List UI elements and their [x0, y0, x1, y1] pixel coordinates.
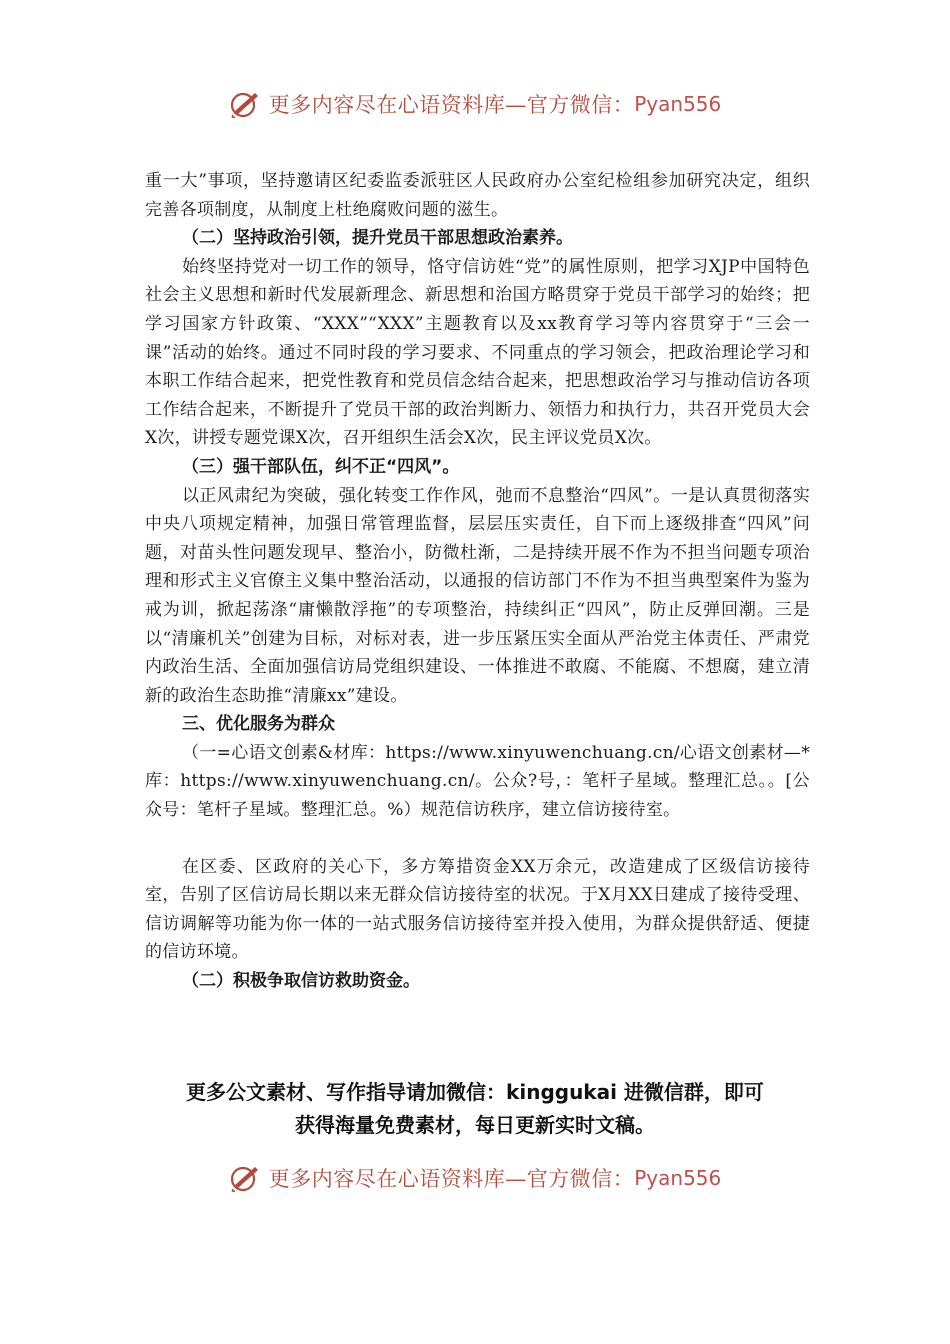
header-banner-wechat: Pyan556 — [634, 92, 722, 116]
paragraph-4: （一=心语文创素&材库：https://www.xinyuwenchuang.cn/心语文创素材—*库：https://www.xinyuwenchuang.cn/。公众?号，：笔杆子星域。整理汇总。。[公众号：笔杆子星域。整理汇总。%）规范信访秩序，建立信访接待室。 — [145, 742, 810, 821]
promo-block — [0, 1076, 950, 1142]
heading-section-3: （三）强干部队伍，纠不正“四风”。 — [182, 456, 460, 477]
pen-logo-icon — [229, 87, 263, 121]
pen-logo-icon — [229, 1161, 263, 1195]
document-body — [145, 167, 810, 996]
paragraph-2: 始终坚持党对一切工作的领导，恪守信访姓“党”的属性原则，把学习XJP中国特色社会主义思想和新时代发展新理念、新思想和治国方略贯穿于党员干部学习的始终；把学习国家方针政策、“XXX”“XXX”主题教育以及xx教育学习等内容贯穿于“三会一课”活动的始终。通过不同时段的学习要求、不同重点的学习领会，把政治理论学习和本职工作结合起来，把党性教育和党员信念结合起来，把思想政治学习与推动信访各项工作结合起来，不断提升了党员干部的政治判断力、领悟力和执行力，共召开党员大会X次，讲授专题党课X次，召开组织生活会X次，民主评议党员X次。 — [145, 256, 810, 449]
header-banner — [0, 84, 950, 124]
heading-part-3: 三、优化服务为群众 — [182, 714, 335, 735]
promo-line-2: 获得海量免费素材，每日更新实时文稿。 — [295, 1113, 655, 1137]
heading-subsection-2: （二）积极争取信访救助资金。 — [182, 971, 420, 992]
heading-section-2: （二）坚持政治引领，提升党员干部思想政治素养。 — [182, 228, 573, 249]
promo-line-1: 更多公文素材、写作指导请加微信：kinggukai 进微信群，即可 — [186, 1080, 764, 1104]
footer-banner — [0, 1158, 950, 1198]
paragraph-1: 重一大”事项，坚持邀请区纪委监委派驻区人民政府办公室纪检组参加研究决定，组织完善各项制度，从制度上杜绝腐败问题的滋生。 — [145, 171, 810, 220]
blank-line — [145, 825, 810, 853]
footer-banner-text: 更多内容尽在心语资料库—官方微信： — [268, 1167, 635, 1191]
paragraph-5: 在区委、区政府的关心下，多方筹措资金XX万余元，改造建成了区级信访接待室，告别了区信访局长期以来无群众信访接待室的状况。于X月XX日建成了接待受理、信访调解等功能为你一体的一站式服务信访接待室并投入使用，为群众提供舒适、便捷的信访环境。 — [145, 856, 810, 963]
paragraph-3: 以正风肃纪为突破，强化转变工作作风，弛而不息整治“四风”。一是认真贯彻落实中央八项规定精神，加强日常管理监督，层层压实责任，自下而上逐级排查“四风”问题，对苗头性问题发现早、整治小，防微杜渐，二是持续开展不作为不担当问题专项治理和形式主义官僚主义集中整治活动，以通报的信访部门不作为不担当典型案件为鉴为戒为训，掀起荡涤“庸懒散浮拖”的专项整治，持续纠正“四风”，防止反弹回潮。三是以“清廉机关”创建为目标，对标对表，进一步压紧压实全面从严治党主体责任、严肃党内政治生活、全面加强信访局党组织建设、一体推进不敢腐、不能腐、不想腐，建立清新的政治生态助推“清廉xx”建设。 — [145, 485, 810, 706]
header-banner-text: 更多内容尽在心语资料库—官方微信： — [268, 93, 635, 117]
footer-banner-wechat: Pyan556 — [634, 1166, 722, 1190]
